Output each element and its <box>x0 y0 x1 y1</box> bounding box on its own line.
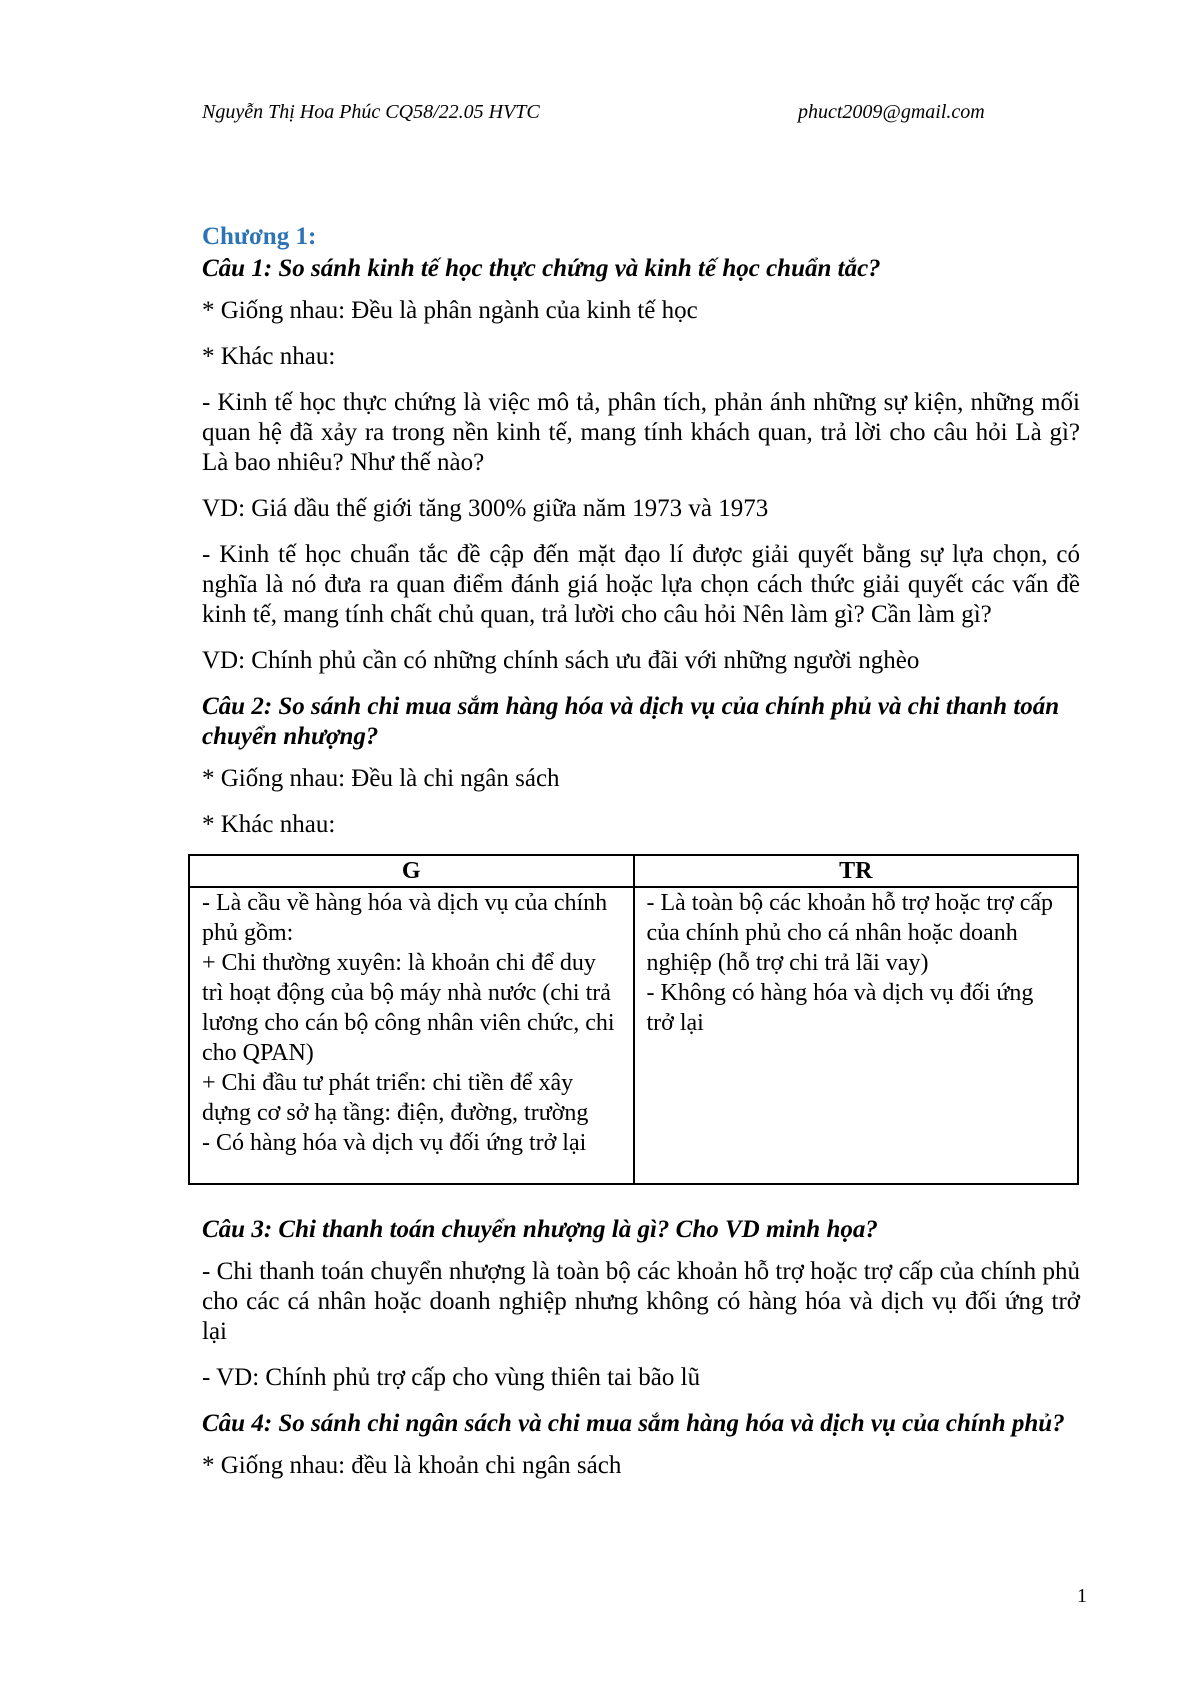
q2-paragraph-1: * Giống nhau: Đều là chi ngân sách <box>202 765 560 792</box>
q3-paragraph-1: - Chi thanh toán chuyển nhượng là toàn bộ các khoản hỗ trợ hoặc trợ cấp của chính phủ cho các cá nhân hoặc doanh nghiệp nhưng không có hàng hóa và dịch vụ đối ứng trở lại <box>202 1258 1080 1345</box>
table-header-g: G <box>189 855 634 887</box>
table-header-tr: TR <box>634 855 1079 887</box>
page-number: 1 <box>1077 1585 1087 1607</box>
header-author: Nguyễn Thị Hoa Phúc CQ58/22.05 HVTC <box>202 101 540 123</box>
table-header-row <box>189 855 1078 887</box>
comparison-table <box>188 854 1079 1185</box>
q1-paragraph-6: VD: Chính phủ cần có những chính sách ưu đãi với những người nghèo <box>202 647 920 674</box>
document-body <box>202 220 1080 1497</box>
question-2-title: Câu 2: So sánh chi mua sắm hàng hóa và dịch vụ của chính phủ và chi thanh toán chuyển nhượng? <box>202 693 1060 750</box>
q3-paragraph-2: - VD: Chính phủ trợ cấp cho vùng thiên tai bão lũ <box>202 1364 701 1391</box>
question-1-title: Câu 1: So sánh kinh tế học thực chứng và kinh tế học chuẩn tắc? <box>202 255 881 282</box>
q1-paragraph-5: - Kinh tế học chuẩn tắc đề cập đến mặt đạo lí được giải quyết bằng sự lựa chọn, có nghĩa là nó đưa ra quan điểm đánh giá hoặc lựa chọn cách thức giải quyết các vấn đề kinh tế, mang tính chất chủ quan, trả lười cho câu hỏi Nên làm gì? Cần làm gì? <box>202 541 1080 628</box>
chapter-title: Chương 1: <box>202 223 317 250</box>
q1-paragraph-2: * Khác nhau: <box>202 343 336 370</box>
table-row <box>189 887 1078 1184</box>
g-line: + Chi thường xuyên: là khoản chi để duy trì hoạt động của bộ máy nhà nước (chi trả lương cho cán bộ công nhân viên chức, chi cho QPAN) <box>202 950 615 1066</box>
g-line: - Có hàng hóa và dịch vụ đối ứng trở lại <box>202 1130 587 1156</box>
table-cell-tr <box>634 887 1079 1184</box>
question-3-title: Câu 3: Chi thanh toán chuyển nhượng là gì? Cho VD minh họa? <box>202 1216 878 1243</box>
g-line: - Là cầu về hàng hóa và dịch vụ của chính phủ gồm: <box>202 890 608 946</box>
g-line: + Chi đầu tư phát triển: chi tiền để xây dựng cơ sở hạ tầng: điện, đường, trường <box>202 1070 589 1126</box>
q4-paragraph-1: * Giống nhau: đều là khoản chi ngân sách <box>202 1452 622 1479</box>
tr-line: - Không có hàng hóa và dịch vụ đối ứng trở lại <box>646 980 1034 1036</box>
q2-paragraph-2: * Khác nhau: <box>202 811 336 838</box>
tr-line: - Là toàn bộ các khoản hỗ trợ hoặc trợ cấp của chính phủ cho cá nhân hoặc doanh nghiệp (hỗ trợ chi trả lãi vay) <box>646 890 1054 976</box>
q1-paragraph-1: * Giống nhau: Đều là phân ngành của kinh tế học <box>202 297 698 324</box>
q1-paragraph-4: VD: Giá dầu thế giới tăng 300% giữa năm 1973 và 1973 <box>202 495 769 522</box>
header-email: phuct2009@gmail.com <box>798 101 985 123</box>
q1-paragraph-3: - Kinh tế học thực chứng là việc mô tả, phân tích, phản ánh những sự kiện, những mối quan hệ đã xảy ra trong nền kinh tế, mang tính khách quan, trả lời cho câu hỏi Là gì? Là bao nhiêu? Như thế nào? <box>202 389 1080 476</box>
table-cell-g <box>189 887 634 1184</box>
question-4-title: Câu 4: So sánh chi ngân sách và chi mua sắm hàng hóa và dịch vụ của chính phủ? <box>202 1410 1065 1437</box>
